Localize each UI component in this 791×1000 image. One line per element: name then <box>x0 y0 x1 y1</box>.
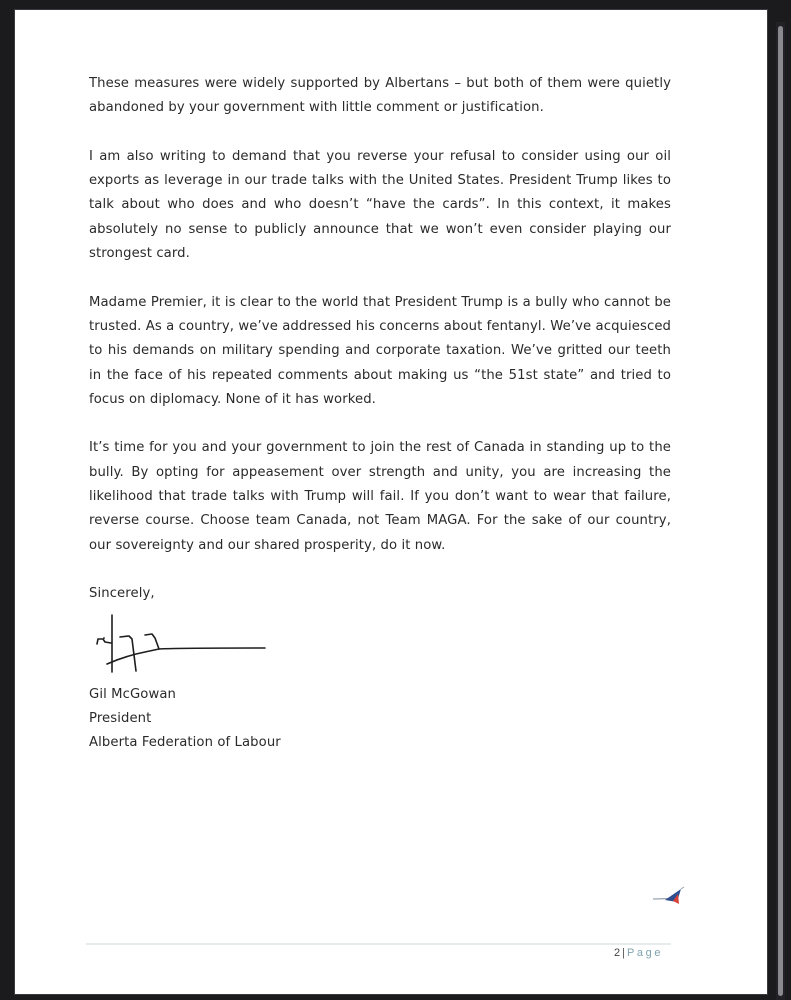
page-label: Page <box>626 947 664 959</box>
paragraph-4: It’s time for you and your government to join the rest of Canada in standing up to the bully. By opting for appeasement over strength and unity, you are increasing the likelihood that trade talks with Trump will fail. If you don’t want to wear that failure, reverse course. Choose team Canada, not Team MAGA. For the sake of our country, our sovereignty and our shared prosperity, do it now. <box>89 440 671 553</box>
signatory-name: Gil McGowan <box>89 686 176 702</box>
signatory-organization: Alberta Federation of Labour <box>89 735 281 751</box>
closing-salutation: Sincerely, <box>89 586 155 602</box>
scrollbar-thumb[interactable] <box>778 26 783 996</box>
signature-block <box>89 683 671 756</box>
page-number-footer <box>614 947 663 959</box>
footer-divider <box>86 943 671 945</box>
page-number: 2 <box>614 947 621 959</box>
page-number-separator: | <box>622 947 625 959</box>
paragraph-1: These measures were widely supported by Albertans – but both of them were quietly abandoned by your government with little comment or justification. <box>89 76 671 116</box>
letter-body <box>89 72 671 755</box>
paragraph-2: I am also writing to demand that you reverse your refusal to consider using our oil exports as leverage in our trade talks with the United States. President Trump likes to talk about who does and who doesn’t “have the cards”. In this context, it makes absolutely no sense to publicly announce that we won’t even consider playing our strongest card. <box>89 148 671 262</box>
signature-icon <box>85 609 275 677</box>
handwritten-signature <box>85 609 275 677</box>
vertical-scrollbar[interactable] <box>776 22 785 1000</box>
afl-bird-logo-icon <box>651 886 687 908</box>
signatory-title: President <box>89 710 152 726</box>
paragraph-3: Madame Premier, it is clear to the world that President Trump is a bully who cannot be trusted. As a country, we’ve addressed his concerns about fentanyl. We’ve acquiesced to his demands on military spending and corporate taxation. We’ve gritted our teeth in the face of his repeated comments about making us “the 51st state” and tried to focus on diplomacy. None of it has worked. <box>89 294 671 407</box>
